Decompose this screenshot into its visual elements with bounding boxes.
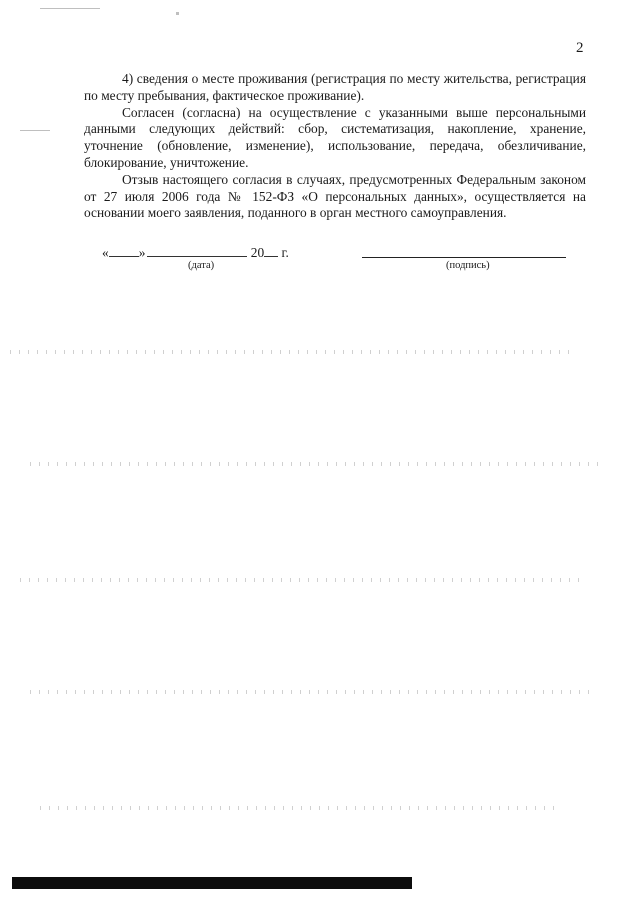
scan-noise-band [10, 350, 570, 354]
consent-body [84, 71, 586, 222]
year-blank [264, 244, 278, 257]
date-line [102, 244, 289, 261]
date-caption: (дата) [188, 260, 215, 271]
month-blank [147, 244, 247, 257]
scan-edge-bar [12, 877, 412, 889]
day-blank [109, 244, 139, 257]
open-quote: « [102, 245, 109, 260]
scan-speck [40, 8, 100, 9]
paragraph-consent-withdrawal: Отзыв настоящего согласия в случаях, предусмотренных Федеральным законом от 27 июля 2006 года № 152-ФЗ «О персональных данных», осуществляется на основании моего заявления, поданного в орган местного самоуправления. [84, 171, 586, 221]
scan-speck [176, 12, 179, 15]
year-suffix: г. [281, 245, 289, 260]
paragraph-consent-actions: Согласен (согласна) на осуществление с указанными выше персональными данными следующих действий: сбор, систематизация, накопление, хранение, уточнение (обновление, изменение), использование, передача, обезличивание, блокирование, уничтожение. [84, 104, 586, 170]
scan-noise-band [30, 690, 590, 694]
scan-noise-band [20, 578, 580, 582]
signature-caption: (подпись) [446, 260, 490, 271]
page-number: 2 [576, 40, 584, 56]
year-prefix: 20 [250, 245, 265, 260]
close-quote: » [138, 245, 146, 260]
paragraph-residence-info: 4) сведения о месте проживания (регистрация по месту жительства, регистрация по месту пребывания, фактическое проживание). [84, 71, 586, 103]
signature-block [84, 244, 586, 276]
scan-noise-band [30, 462, 600, 466]
scan-speck [20, 130, 50, 131]
signature-line [362, 257, 566, 258]
scan-noise-band [40, 806, 560, 810]
